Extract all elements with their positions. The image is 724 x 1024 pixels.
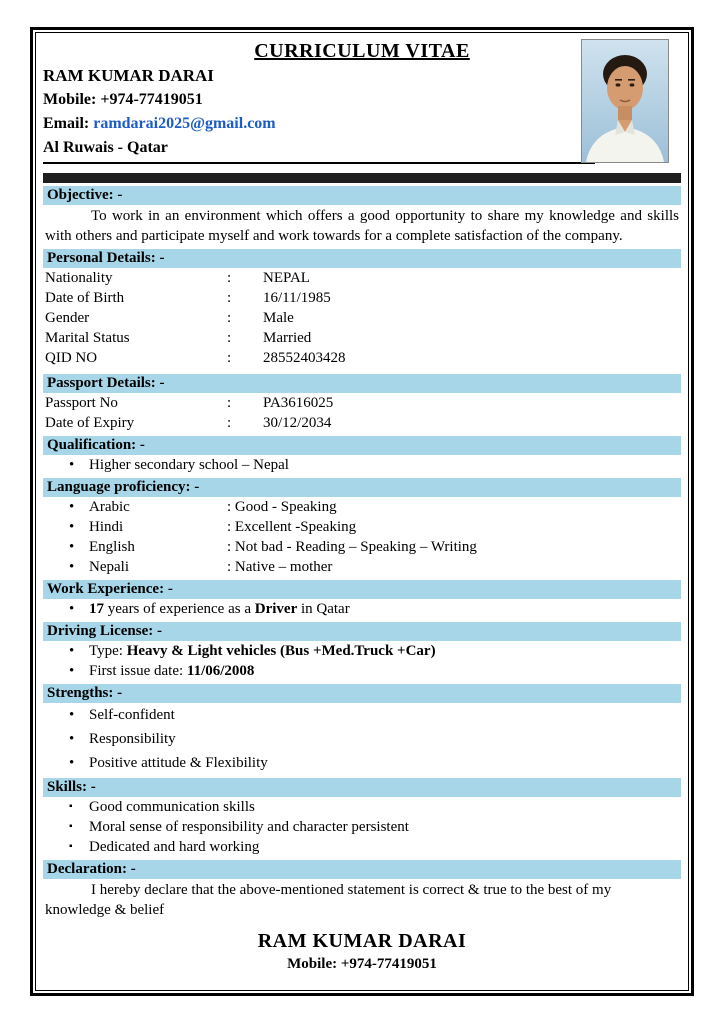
section-heading-skills: Skills: - <box>43 778 681 797</box>
list-item <box>43 455 681 475</box>
license-type-text <box>89 641 436 661</box>
bullet-icon: • <box>69 601 75 617</box>
detail-value: NEPAL <box>263 270 310 286</box>
declaration-text: I hereby declare that the above-mentioned statement is correct & true to the best of my knowledge & belief <box>45 882 612 918</box>
strength-item <box>43 727 681 751</box>
bullet-icon: • <box>69 559 75 575</box>
header-divider-bar <box>43 173 681 183</box>
detail-label: Date of Expiry <box>45 415 135 431</box>
section-heading-work-experience: Work Experience: - <box>43 580 681 599</box>
bullet-icon: • <box>69 457 75 473</box>
language-name: Nepali <box>89 559 129 575</box>
bullet-icon: • <box>69 519 75 535</box>
detail-value: 30/12/2034 <box>263 415 332 431</box>
strength-text: Positive attitude & Flexibility <box>89 755 268 771</box>
detail-label: Nationality <box>45 270 113 286</box>
detail-colon: : <box>227 415 232 431</box>
language-row <box>43 517 681 537</box>
section-heading-objective: Objective: - <box>43 186 681 205</box>
language-row <box>43 537 681 557</box>
bullet-icon: • <box>69 499 75 515</box>
detail-value: PA3616025 <box>263 395 334 411</box>
detail-value: 28552403428 <box>263 350 346 366</box>
email-label: Email: <box>43 115 90 132</box>
page-border <box>30 27 694 996</box>
mobile-line: Mobile: +974-77419051 <box>43 91 203 108</box>
detail-row <box>43 393 681 413</box>
section-heading-driving-license: Driving License: - <box>43 622 681 641</box>
license-issue-text <box>89 661 254 681</box>
bullet-icon: • <box>69 707 75 723</box>
portrait-photo-image <box>582 40 668 162</box>
license-type-item <box>43 641 681 661</box>
section-heading-strengths: Strengths: - <box>43 684 681 703</box>
detail-colon: : <box>227 350 232 366</box>
license-type-value: Heavy & Light vehicles (Bus +Med.Truck +Car) <box>126 643 436 659</box>
bullet-icon: • <box>69 539 75 555</box>
header <box>43 38 681 168</box>
detail-value: Male <box>263 310 294 326</box>
location-line: Al Ruwais - Qatar <box>43 139 168 156</box>
detail-row <box>43 328 681 348</box>
skill-item <box>43 817 681 837</box>
bullet-icon: • <box>69 755 75 771</box>
candidate-name: RAM KUMAR DARAI <box>43 66 214 85</box>
square-bullet-icon: ▪ <box>69 841 73 852</box>
license-issue-label: First issue date: <box>89 663 187 679</box>
experience-text-2: in Qatar <box>297 601 350 617</box>
signature-mobile: Mobile: +974-77419051 <box>287 956 437 972</box>
email-link[interactable]: ramdarai2025@gmail.com <box>93 115 276 132</box>
detail-label: Passport No <box>45 395 118 411</box>
detail-row <box>43 348 681 368</box>
section-heading-passport-details: Passport Details: - <box>43 374 681 393</box>
strength-item <box>43 703 681 727</box>
skill-item <box>43 837 681 857</box>
strength-item <box>43 751 681 775</box>
license-issue-item <box>43 661 681 681</box>
work-experience-item <box>43 599 681 619</box>
experience-years: 17 <box>89 601 104 617</box>
language-name: Hindi <box>89 519 124 535</box>
detail-colon: : <box>227 290 232 306</box>
detail-label: QID NO <box>45 350 98 366</box>
language-level: : Excellent -Speaking <box>227 519 357 535</box>
email-line <box>43 112 595 136</box>
language-level: : Good - Speaking <box>227 499 337 515</box>
language-name: Arabic <box>89 499 130 515</box>
strength-text: Self-confident <box>89 707 175 723</box>
language-row <box>43 557 681 577</box>
bullet-icon: • <box>69 663 75 679</box>
objective-text: To work in an environment which offers a good opportunity to share my knowledge and skills with others and participate myself and work towards for a complete satisfaction of the company. <box>45 208 679 244</box>
square-bullet-icon: ▪ <box>69 801 73 812</box>
detail-row <box>43 413 681 433</box>
license-type-label: Type: <box>89 643 127 659</box>
detail-colon: : <box>227 330 232 346</box>
detail-label: Marital Status <box>45 330 130 346</box>
signature-name: RAM KUMAR DARAI <box>257 930 467 952</box>
cv-page <box>35 32 689 991</box>
contact-block <box>43 64 595 164</box>
language-level: : Native – mother <box>227 559 333 575</box>
work-experience-text <box>89 599 350 619</box>
language-level: : Not bad - Reading – Speaking – Writing <box>227 539 477 555</box>
detail-label: Gender <box>45 310 90 326</box>
experience-text-1: years of experience as a <box>104 601 255 617</box>
strength-text: Responsibility <box>89 731 176 747</box>
detail-value: Married <box>263 330 312 346</box>
skill-text: Moral sense of responsibility and character persistent <box>89 819 409 835</box>
skill-text: Good communication skills <box>89 799 255 815</box>
section-heading-qualification: Qualification: - <box>43 436 681 455</box>
skill-text: Dedicated and hard working <box>89 839 260 855</box>
portrait-photo <box>581 39 669 163</box>
detail-row <box>43 288 681 308</box>
detail-value: 16/11/1985 <box>263 290 331 306</box>
detail-colon: : <box>227 270 232 286</box>
skill-item <box>43 797 681 817</box>
square-bullet-icon: ▪ <box>69 821 73 832</box>
detail-colon: : <box>227 310 232 326</box>
detail-row <box>43 308 681 328</box>
bullet-icon: • <box>69 643 75 659</box>
page-title: CURRICULUM VITAE <box>254 40 470 62</box>
detail-colon: : <box>227 395 232 411</box>
experience-role: Driver <box>254 601 298 617</box>
section-heading-languages: Language proficiency: - <box>43 478 681 497</box>
detail-row <box>43 268 681 288</box>
detail-label: Date of Birth <box>45 290 125 306</box>
qualification-item: Higher secondary school – Nepal <box>89 457 289 473</box>
license-issue-value: 11/06/2008 <box>186 663 255 679</box>
language-row <box>43 497 681 517</box>
language-name: English <box>89 539 135 555</box>
bullet-icon: • <box>69 731 75 747</box>
section-heading-personal-details: Personal Details: - <box>43 249 681 268</box>
section-heading-declaration: Declaration: - <box>43 860 681 879</box>
